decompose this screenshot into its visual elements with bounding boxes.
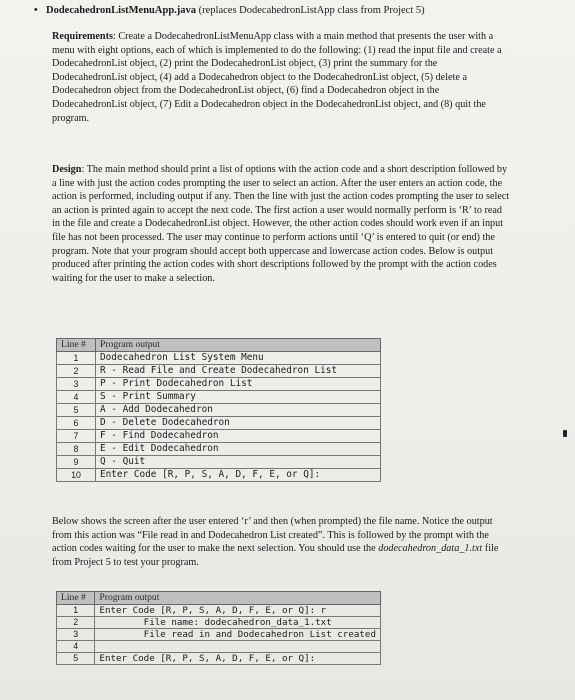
table-row [57,378,381,391]
output-text: R - Read File and Create Dodecahedron List [96,365,381,378]
below-text-after: file from Project 5 to test your program. [52,543,499,568]
line-number: 5 [57,404,96,417]
table-row [57,605,381,617]
output-text: D - Delete Dodecahedron [96,417,381,430]
page-mark [563,430,567,437]
line-number: 6 [57,417,96,430]
table-row [57,641,381,653]
line-number: 2 [57,617,95,629]
bullet-icon: • [34,5,38,16]
line-number: 7 [57,430,96,443]
line-number: 4 [57,641,95,653]
line-number: 8 [57,443,96,456]
table-row [57,456,381,469]
output-text: File name: dodecahedron_data_1.txt [95,617,381,629]
line-number: 10 [57,469,96,482]
design-text: : The main method should print a list of options with the action code and a short description followed by a line with just the action codes prompting the user to select an action. After the user enters an action code, the action is performed, including output if any. Then the line with just the action codes prompting the user to select an action is printed again to accept the next code. The first action a user would normally perform is ‘R’ to read in the file and create a DodecahedronList object. However, the other action codes should work even if an input file has not been processed. The user may continue to perform actions until ‘Q’ is entered to quit (or end) the program. Note that your program should accept both uppercase and lowercase action codes. Below is output produced after printing the action codes with short descriptions followed by the prompt with the action codes waiting for the user to make a selection. [52,164,510,284]
table-row [57,391,381,404]
output-text: Enter Code [R, P, S, A, D, F, E, or Q]: [96,469,381,482]
program-output-header: Program output [96,339,381,352]
table-row [57,629,381,641]
table-row [57,653,381,665]
output-text: F - Find Dodecahedron [96,430,381,443]
class-name: DodecahedronListMenuApp.java [46,5,197,16]
output-text: Enter Code [R, P, S, A, D, F, E, or Q]: r [95,605,381,617]
line-number: 1 [57,352,96,365]
section-heading [34,4,565,18]
output-text: File read in and Dodecahedron List created [95,629,381,641]
line-number: 9 [57,456,96,469]
table-row [57,430,381,443]
output-text: E - Edit Dodecahedron [96,443,381,456]
output-text: Q - Quit [96,456,381,469]
menu-output-table [56,338,381,482]
below-paragraph [52,515,512,569]
line-number: 2 [57,365,96,378]
requirements-text: : Create a DodecahedronListMenuApp class with a main method that presents the user with a menu with eight options, each of which is implemented to do the following: (1) read the input file and create a DodecahedronList object, (2) print the DodecahedronList object, (3) print the summary for the DodecahedronList object, (4) add a Dodecahedron object to the DodecahedronList object, (5) delete a Dodecahedron object from the DodecahedronList object, (6) find a Dodecahedron object in the DodecahedronList object, (7) Edit a Dodecahedron object in the DodecahedronList object, and (8) quit the program. [52,31,502,124]
output-text [95,641,381,653]
line-number: 3 [57,629,95,641]
data-filename: dodecahedron_data_1.txt [378,543,483,555]
read-output-table [56,591,381,665]
output-text: S - Print Summary [96,391,381,404]
line-number-header: Line # [57,339,96,352]
line-number: 4 [57,391,96,404]
output-text: P - Print Dodecahedron List [96,378,381,391]
output-text: Enter Code [R, P, S, A, D, F, E, or Q]: [95,653,381,665]
table-row [57,469,381,482]
class-note: (replaces DodecahedronListApp class from Project 5) [198,5,425,16]
requirements-paragraph [52,30,512,125]
line-number: 5 [57,653,95,665]
output-text: A - Add Dodecahedron [96,404,381,417]
design-label: Design [52,164,82,175]
table-row [57,443,381,456]
table-row [57,365,381,378]
table-row [57,352,381,365]
line-number: 1 [57,605,95,617]
requirements-label: Requirements [52,31,113,42]
table-row [57,417,381,430]
table-row [57,404,381,417]
table-row [57,617,381,629]
output-text: Dodecahedron List System Menu [96,352,381,365]
program-output-header: Program output [95,592,381,605]
below-text-before: Below shows the screen after the user entered ‘r’ and then (when prompted) the file name. Notice the output from this action was “File read in and Dodecahedron List created”. This is followed by the prompt with the action codes waiting for the user to make the next selection. You should use the [52,516,493,555]
line-number-header: Line # [57,592,95,605]
design-paragraph [52,163,512,285]
line-number: 3 [57,378,96,391]
